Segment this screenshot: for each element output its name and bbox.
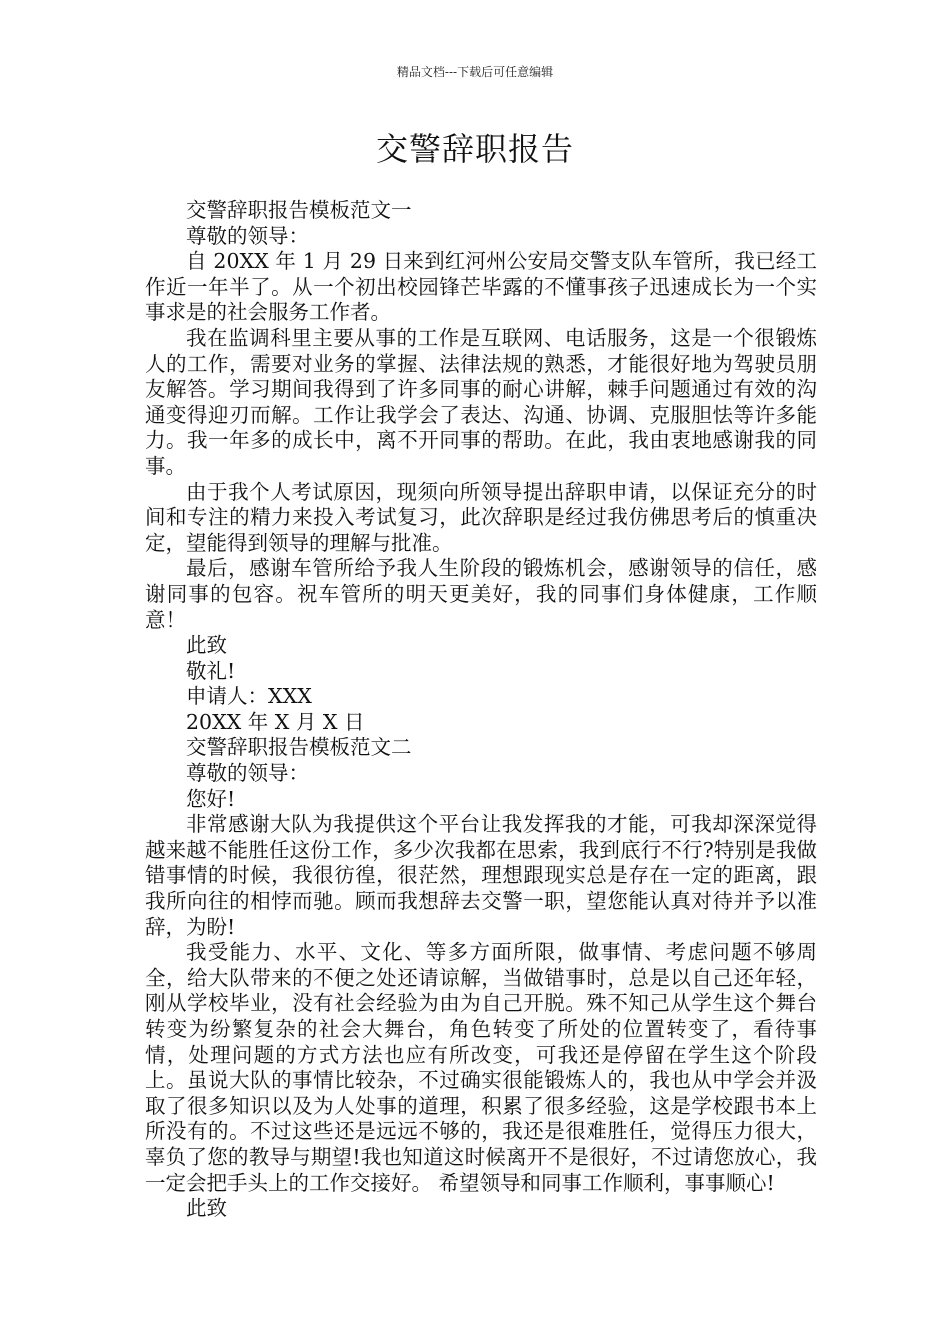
- date-line: 20XX 年 X 月 X 日: [186, 709, 365, 734]
- paragraph-thanks: 最后，感谢车管所给予我人生阶段的锻炼机会，感谢领导的信任，感谢同事的包容。祝车管所的明天更美好，我的同事们身体健康，工作顺意！: [145, 556, 817, 632]
- closing-salute-1: 敬礼!: [186, 658, 236, 683]
- applicant-line: 申请人：XXX: [186, 684, 312, 709]
- closing-2: 此致: [186, 1196, 227, 1221]
- closing-1: 此致: [186, 633, 227, 658]
- paragraph-intro: 自 20XX 年 1 月 29 日来到红河州公安局交警支队车管所，我已经工作近一年半了。从一个初出校园锋芒毕露的不懂事孩子迅速成长为一个实事求是的社会服务工作者。: [145, 249, 817, 325]
- salutation-1: 尊敬的领导：: [186, 223, 309, 248]
- document-body: [145, 198, 817, 1222]
- paragraph-reason: 由于我个人考试原因，现须向所领导提出辞职申请，以保证充分的时间和专注的精力来投入考试复习，此次辞职是经过我仿佛思考后的慎重决定，望能得到领导的理解与批准。: [145, 479, 817, 555]
- greeting-2: 您好!: [186, 786, 236, 811]
- paragraph-work: 我在监调科里主要从事的工作是互联网、电话服务，这是一个很锻炼人的工作，需要对业务的掌握、法律法规的熟悉，才能很好地为驾驶员朋友解答。学习期间我得到了许多同事的耐心讲解，棘手问题通过有效的沟通变得迎刃而解。工作让我学会了表达、沟通、协调、克服胆怯等许多能力。我一年多的成长中，离不开同事的帮助。在此，我由衷地感谢我的同事。: [145, 325, 817, 478]
- paragraph-appreciation: 非常感谢大队为我提供这个平台让我发挥我的才能，可我却深深觉得越来越不能胜任这份工作，多少次我都在思索，我到底行不行?特别是我做错事情的时候，我很彷徨，很茫然，理想跟现实总是存在一定的距离，跟我所向往的相悖而驰。顾而我想辞去交警一职，望您能认真对待并予以准辞，为盼!: [145, 812, 817, 939]
- document-title: 交警辞职报告: [375, 130, 574, 168]
- salutation-2: 尊敬的领导：: [186, 761, 309, 786]
- header-note: 精品文档---下载后可任意编辑: [396, 65, 554, 79]
- paragraph-self-review: 我受能力、水平、文化、等多方面所限，做事情、考虑问题不够周全，给大队带来的不便之处还请谅解，当做错事时，总是以自己还年轻，刚从学校毕业，没有社会经验为由为自己开脱。殊不知己从学生这个舞台转变为纷繁复杂的社会大舞台，角色转变了所处的位置转变了，看待事情，处理问题的方式方法也应有所改变，可我还是停留在学生这个阶段上。虽说大队的事情比较杂，不过确实很能锻炼人的，我也从中学会并汲取了很多知识以及为人处事的道理，积累了很多经验，这是学校跟书本上所没有的。不过这些还是远远不够的，我还是很难胜任，觉得压力很大，辜负了您的教导与期望!我也知道这时候离开不是很好，不过请您放心，我一定会把手头上的工作交接好。 希望领导和同事工作顺利，事事顺心!: [145, 940, 817, 1195]
- section-heading-2: 交警辞职报告模板范文二: [186, 735, 412, 760]
- section-heading-1: 交警辞职报告模板范文一: [186, 198, 412, 222]
